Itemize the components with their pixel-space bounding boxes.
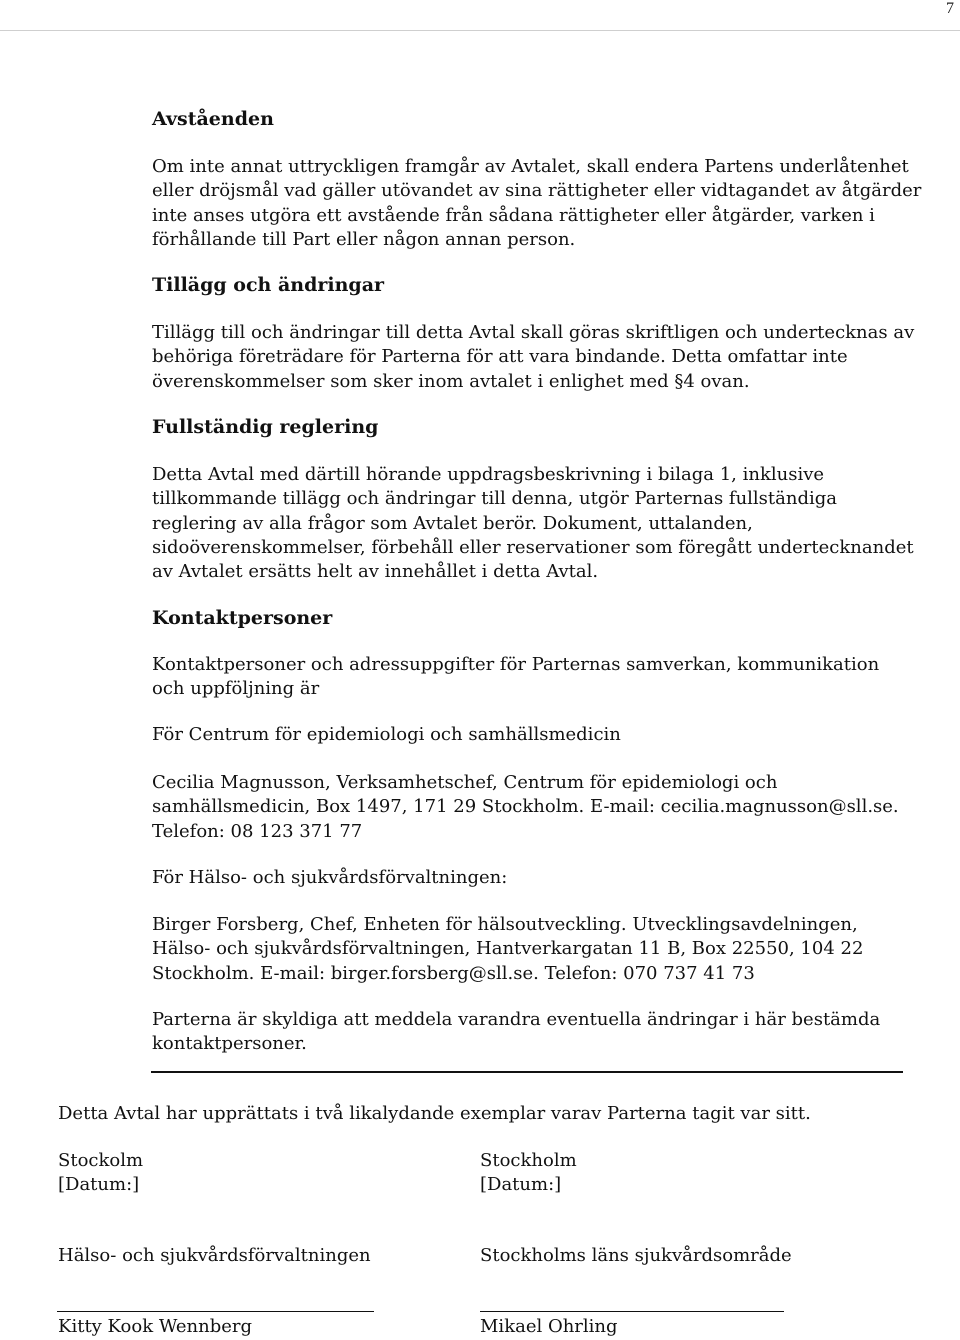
section-heading-tillagg: Tillägg och ändringar: [152, 274, 385, 296]
org2-heading: För Hälso- och sjukvårdsförvaltningen:: [152, 867, 508, 888]
paragraph-avstaenden: Om inte annat uttryckligen framgår av Avtalet, skall endera Partens underlåtenhet eller dröjsmål vad gäller utövandet av sina rättigheter eller vidtagandet av åtgärder inte anses utgöra ett avstående från sådana rättigheter eller åtgärder, varken i förhållande till Part eller någon annan person.: [152, 156, 922, 250]
signature-statement: Detta Avtal har upprättats i två likalydande exemplar varav Parterna tagit var sitt.: [58, 1103, 811, 1124]
left-place-date: Stockolm [Datum:]: [58, 1150, 144, 1196]
right-signatory-name: Mikael Ohrling: [480, 1316, 618, 1337]
paragraph-kontakt-intro: Kontaktpersoner och adressuppgifter för Parternas samverkan, kommunikation och uppföljning är: [152, 654, 880, 700]
section-heading-fullstandig: Fullständig reglering: [152, 416, 379, 438]
paragraph-kontakt-closing: Parterna är skyldiga att meddela varandra eventuella ändringar i här bestämda kontaktpersoner.: [152, 1009, 881, 1055]
section-heading-avstaenden: Avståenden: [152, 108, 274, 130]
right-place-date: Stockholm [Datum:]: [480, 1150, 577, 1196]
section-heading-kontakt: Kontaktpersoner: [152, 607, 333, 629]
org2-contact: Birger Forsberg, Chef, Enheten för hälsoutveckling. Utvecklingsavdelningen, Hälso- och sjukvårdsförvaltningen, Hantverkargatan 11 B, Box 22550, 104 22 Stockholm. E-mail: birger.forsberg@sll.se. Telefon: 070 737 41 73: [152, 914, 864, 984]
header-divider: [0, 30, 960, 31]
left-signatory-name: Kitty Kook Wennberg: [58, 1316, 253, 1337]
left-party: Hälso- och sjukvårdsförvaltningen: [58, 1245, 371, 1266]
left-signature-line: [57, 1311, 374, 1312]
org1-heading: För Centrum för epidemiologi och samhällsmedicin: [152, 724, 621, 745]
paragraph-tillagg: Tillägg till och ändringar till detta Avtal skall göras skriftligen och undertecknas av behöriga företrädare för Parterna för att vara bindande. Detta omfattar inte överenskommelser som sker inom avtalet i enlighet med §4 ovan.: [152, 322, 915, 392]
paragraph-fullstandig: Detta Avtal med därtill hörande uppdragsbeskrivning i bilaga 1, inklusive tillkommande tillägg och ändringar till denna, utgör Parternas fullständiga reglering av alla frågor som Avtalet berör. Dokument, uttalanden, sidoöverenskommelser, förbehåll eller reservationer som föregått undertecknandet av Avtalet ersätts helt av innehållet i detta Avtal.: [152, 464, 914, 583]
org1-contact: Cecilia Magnusson, Verksamhetschef, Centrum för epidemiologi och samhällsmedicin, Box 1497, 171 29 Stockholm. E-mail: cecilia.magnusson@sll.se. Telefon: 08 123 371 77: [152, 772, 899, 842]
right-party: Stockholms läns sjukvårdsområde: [480, 1245, 792, 1266]
section-divider: [151, 1071, 903, 1073]
right-signature-line: [480, 1311, 784, 1312]
page-number: 7: [946, 0, 954, 17]
